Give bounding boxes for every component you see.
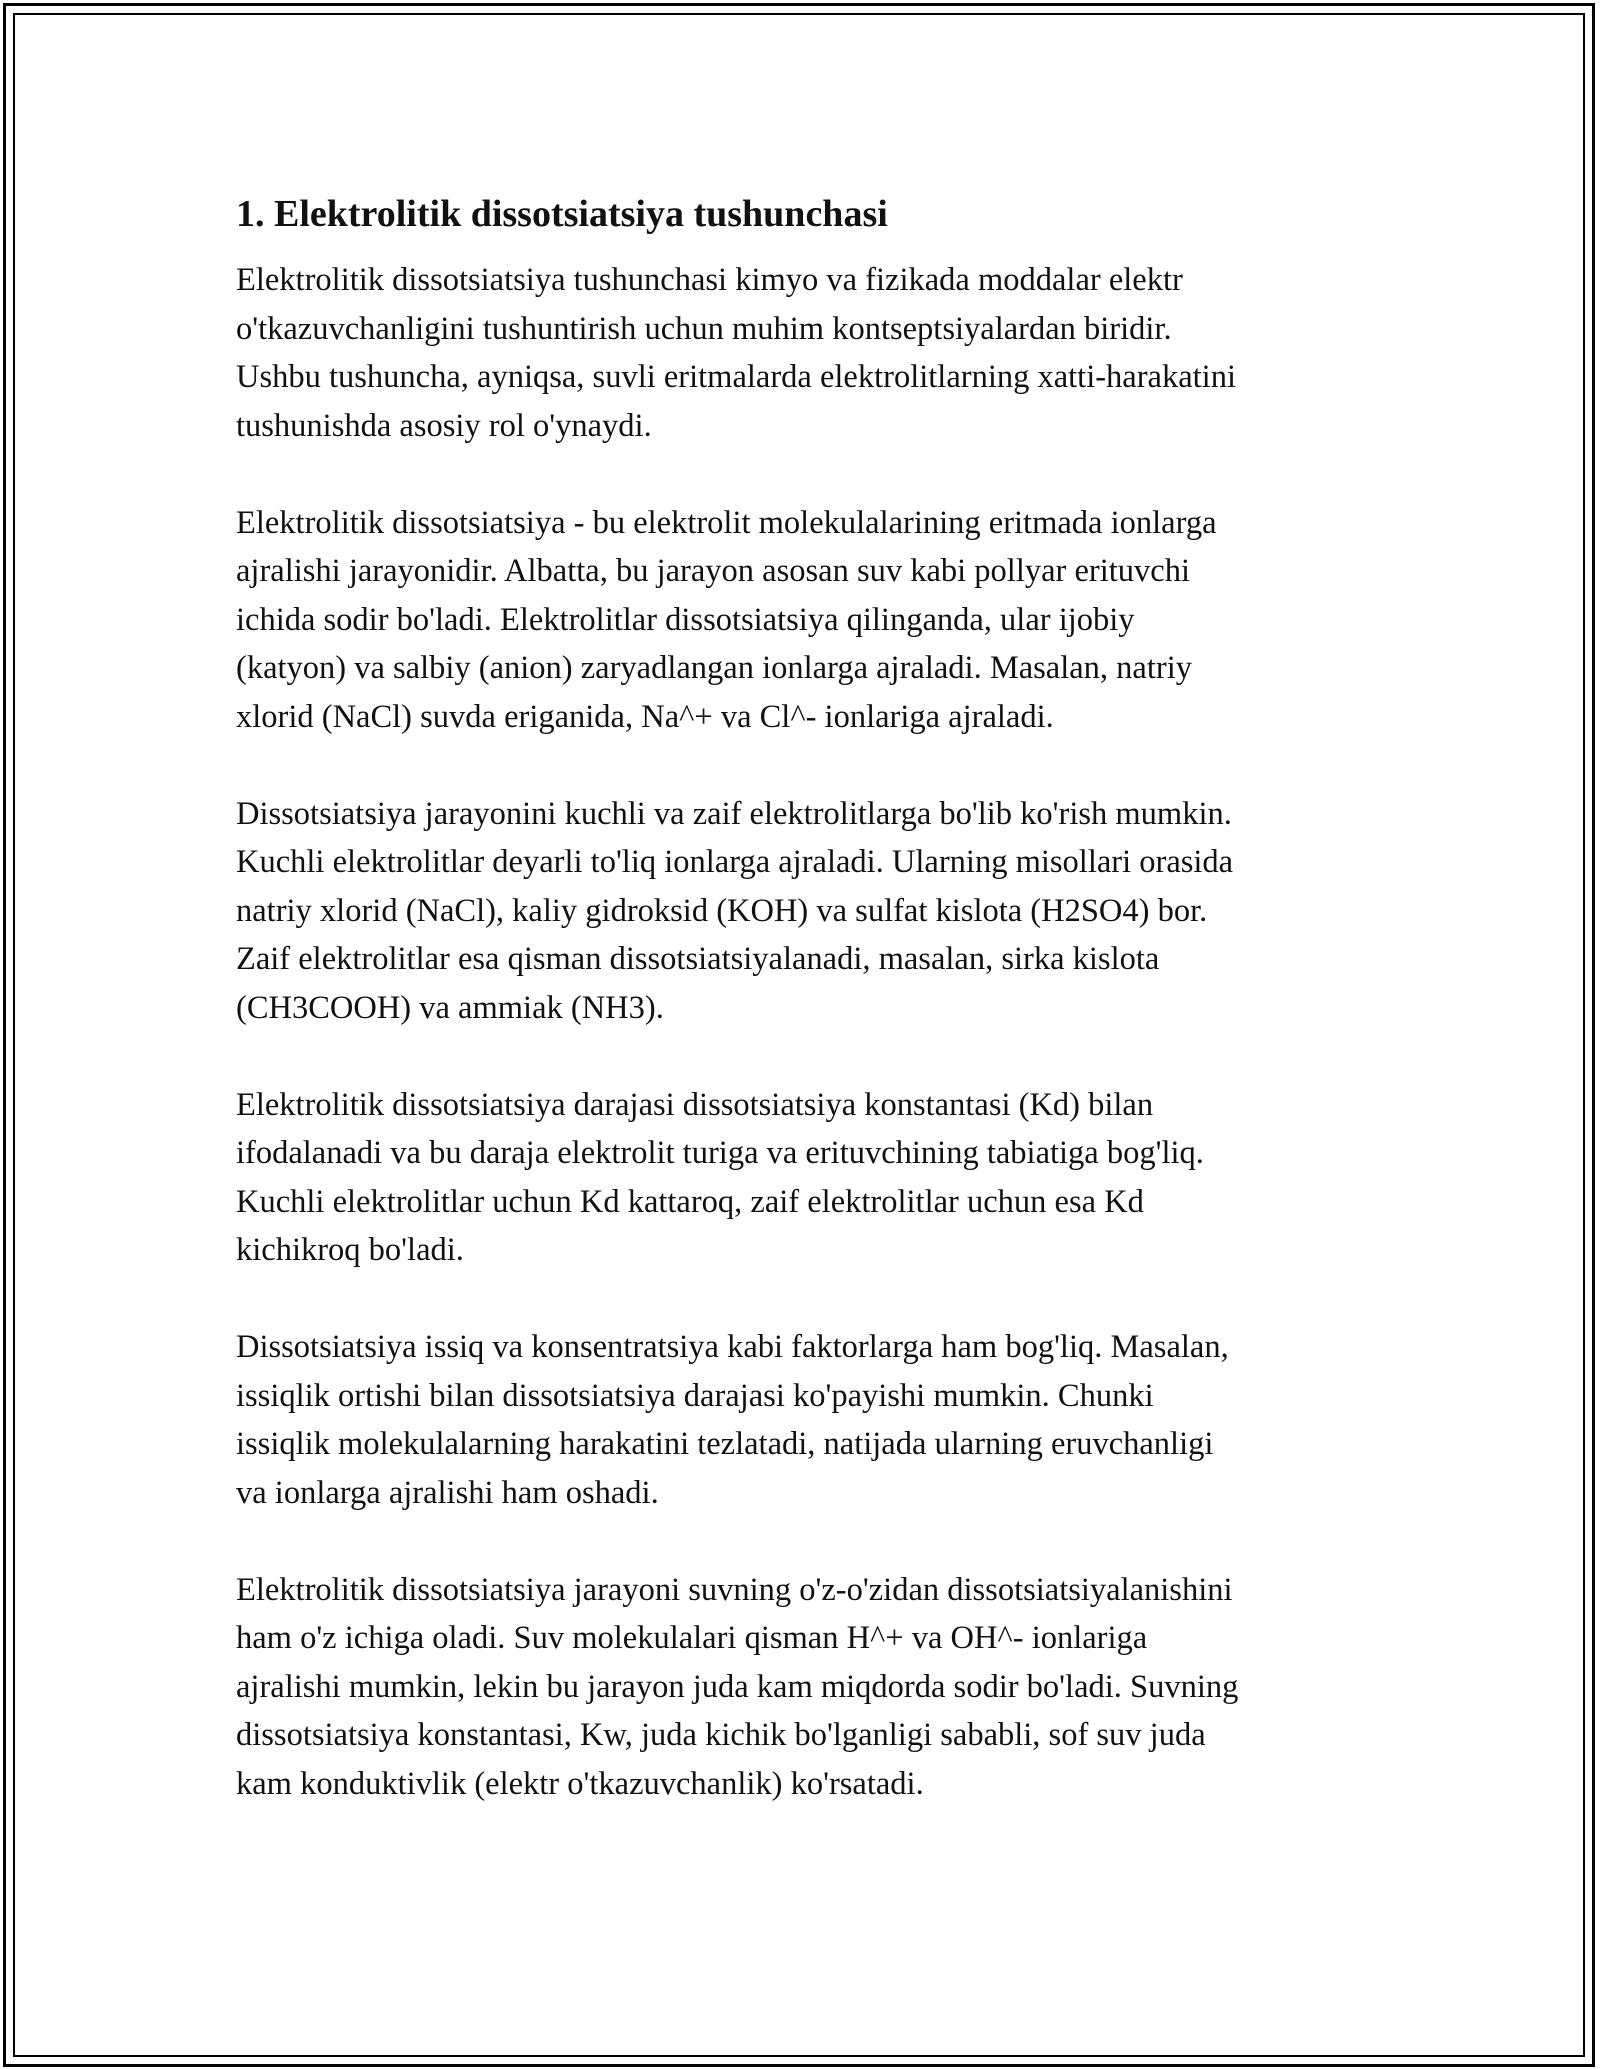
text-line: tushunishda asosiy rol o'ynaydi. — [236, 407, 652, 444]
text-line: Kuchli elektrolitlar deyarli to'liq ionlarga ajraladi. Ularning misollari orasida — [236, 844, 1234, 880]
text-line: Elektrolitik dissotsiatsiya darajasi dissotsiatsiya konstantasi (Kd) bilan — [236, 1086, 1154, 1123]
text-line: Kuchli elektrolitlar uchun Kd kattaroq, zaif elektrolitlar uchun esa Kd — [236, 1183, 1144, 1220]
text-line: ajralishi mumkin, lekin bu jarayon juda kam miqdorda sodir bo'ladi. Suvning — [236, 1668, 1239, 1705]
text-line: o'tkazuvchanligini tushuntirish uchun muhim kontseptsiyalardan biridir. — [236, 310, 1172, 347]
text-line: kichikroq bo'ladi. — [236, 1232, 464, 1268]
paragraph-1 — [236, 256, 1376, 450]
text-line: Elektrolitik dissotsiatsiya tushunchasi kimyo va fizikada moddalar elektr — [236, 262, 1183, 298]
text-line: kam konduktivlik (elektr o'tkazuvchanlik) ko'rsatadi. — [236, 1765, 924, 1802]
paragraph-2 — [236, 499, 1376, 742]
text-line: ajralishi jarayonidir. Albatta, bu jarayon asosan suv kabi pollyar erituvchi — [236, 553, 1190, 589]
text-line: (CH3COOH) va ammiak (NH3). — [236, 989, 664, 1026]
text-line: ichida sodir bo'ladi. Elektrolitlar dissotsiatsiya qilinganda, ular ijobiy — [236, 601, 1135, 638]
paragraph-4 — [236, 1081, 1376, 1275]
text-line: Ushbu tushuncha, ayniqsa, suvli eritmalarda elektrolitlarning xatti-harakatini — [236, 359, 1236, 395]
text-line: issiqlik molekulalarning harakatini tezlatadi, natijada ularning eruvchanligi — [236, 1426, 1214, 1462]
text-line: ham o'z ichiga oladi. Suv molekulalari qisman H^+ va OH^- ionlariga — [236, 1620, 1148, 1656]
text-line: Zaif elektrolitlar esa qisman dissotsiatsiyalanadi, masalan, sirka kislota — [236, 941, 1160, 977]
paragraph-6 — [236, 1566, 1376, 1809]
text-line: issiqlik ortishi bilan dissotsiatsiya darajasi ko'payishi mumkin. Chunki — [236, 1377, 1154, 1414]
document-body — [236, 186, 1376, 1857]
section-heading: 1. Elektrolitik dissotsiatsiya tushunchasi — [236, 193, 888, 235]
text-line: Dissotsiatsiya jarayonini kuchli va zaif elektrolitlarga bo'lib ko'rish mumkin. — [236, 795, 1232, 832]
text-line: Elektrolitik dissotsiatsiya - bu elektrolit molekulalarining eritmada ionlarga — [236, 504, 1217, 541]
text-line: Elektrolitik dissotsiatsiya jarayoni suvning o'z-o'zidan dissotsiatsiyalanishini — [236, 1571, 1233, 1608]
text-line: dissotsiatsiya konstantasi, Kw, juda kichik bo'lganligi sababli, sof suv juda — [236, 1717, 1206, 1753]
text-line: natriy xlorid (NaCl), kaliy gidroksid (KOH) va sulfat kislota (H2SO4) bor. — [236, 892, 1208, 929]
paragraph-5 — [236, 1323, 1376, 1517]
text-line: Dissotsiatsiya issiq va konsentratsiya kabi faktorlarga ham bog'liq. Masalan, — [236, 1329, 1229, 1365]
text-line: (katyon) va salbiy (anion) zaryadlangan ionlarga ajraladi. Masalan, natriy — [236, 650, 1192, 686]
paragraph-3 — [236, 790, 1376, 1033]
text-line: ifodalanadi va bu daraja elektrolit turiga va erituvchining tabiatiga bog'liq. — [236, 1135, 1204, 1171]
text-line: va ionlarga ajralishi ham oshadi. — [236, 1474, 659, 1511]
text-line: xlorid (NaCl) suvda eriganida, Na^+ va Cl^- ionlariga ajraladi. — [236, 698, 1054, 735]
